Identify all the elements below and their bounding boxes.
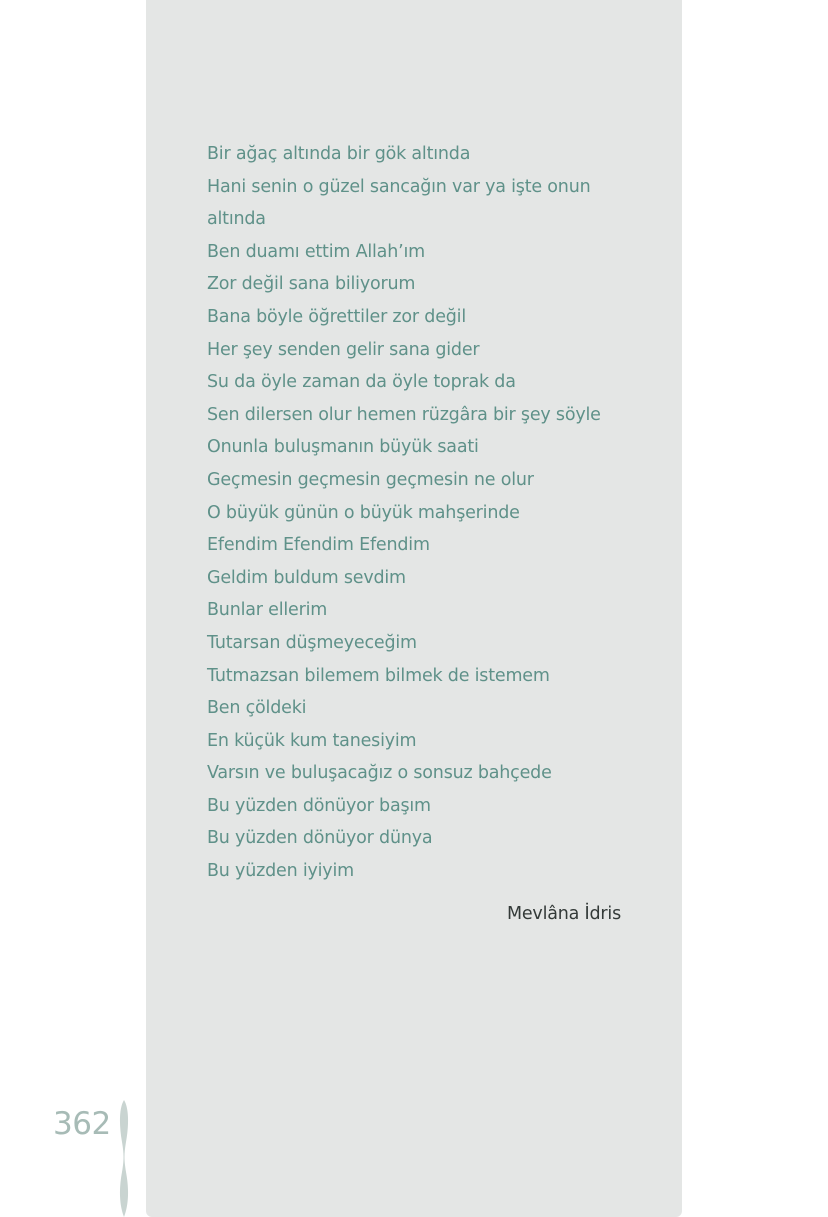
poem-line: Hani senin o güzel sancağın var ya işte onun bbox=[207, 176, 591, 197]
poem-line: Tutarsan düşmeyeceğim bbox=[207, 632, 417, 653]
poem-line: Her şey senden gelir sana gider bbox=[207, 339, 480, 360]
poem-line: Geçmesin geçmesin geçmesin ne olur bbox=[207, 469, 534, 490]
poem-line: Bana böyle öğrettiler zor değil bbox=[207, 306, 466, 327]
decorative-ornament-icon bbox=[113, 1100, 135, 1217]
poem-line: Sen dilersen olur hemen rüzgâra bir şey söyle bbox=[207, 404, 601, 425]
poem-line: Efendim Efendim Efendim bbox=[207, 535, 430, 556]
poem-line: O büyük günün o büyük mahşerinde bbox=[207, 502, 520, 523]
poem-line: Geldim buldum sevdim bbox=[207, 567, 406, 588]
poem-line: Bir ağaç altında bir gök altında bbox=[207, 144, 471, 164]
poem-author: Mevlâna İdris bbox=[506, 904, 621, 924]
poem-line: Zor değil sana biliyorum bbox=[207, 274, 416, 295]
poem-line: Bunlar ellerim bbox=[207, 600, 328, 621]
page-number: 362 bbox=[53, 1106, 111, 1142]
poem-line: Bu yüzden iyiyim bbox=[207, 861, 354, 882]
poem-line: altında bbox=[207, 209, 266, 230]
poem-line: Tutmazsan bilemem bilmek de istemem bbox=[207, 665, 550, 686]
poem-line: En küçük kum tanesiyim bbox=[207, 730, 417, 751]
poem-line: Onunla buluşmanın büyük saati bbox=[207, 437, 479, 458]
poem-text bbox=[207, 138, 647, 888]
poem-line: Bu yüzden dönüyor dünya bbox=[207, 828, 433, 849]
poem-line: Ben çöldeki bbox=[207, 698, 307, 719]
poem-line: Ben duamı ettim Allah’ım bbox=[207, 241, 425, 262]
poem-line: Su da öyle zaman da öyle toprak da bbox=[207, 372, 516, 393]
poem-line: Bu yüzden dönüyor başım bbox=[207, 795, 431, 816]
poem-line: Varsın ve buluşacağız o sonsuz bahçede bbox=[207, 763, 552, 784]
